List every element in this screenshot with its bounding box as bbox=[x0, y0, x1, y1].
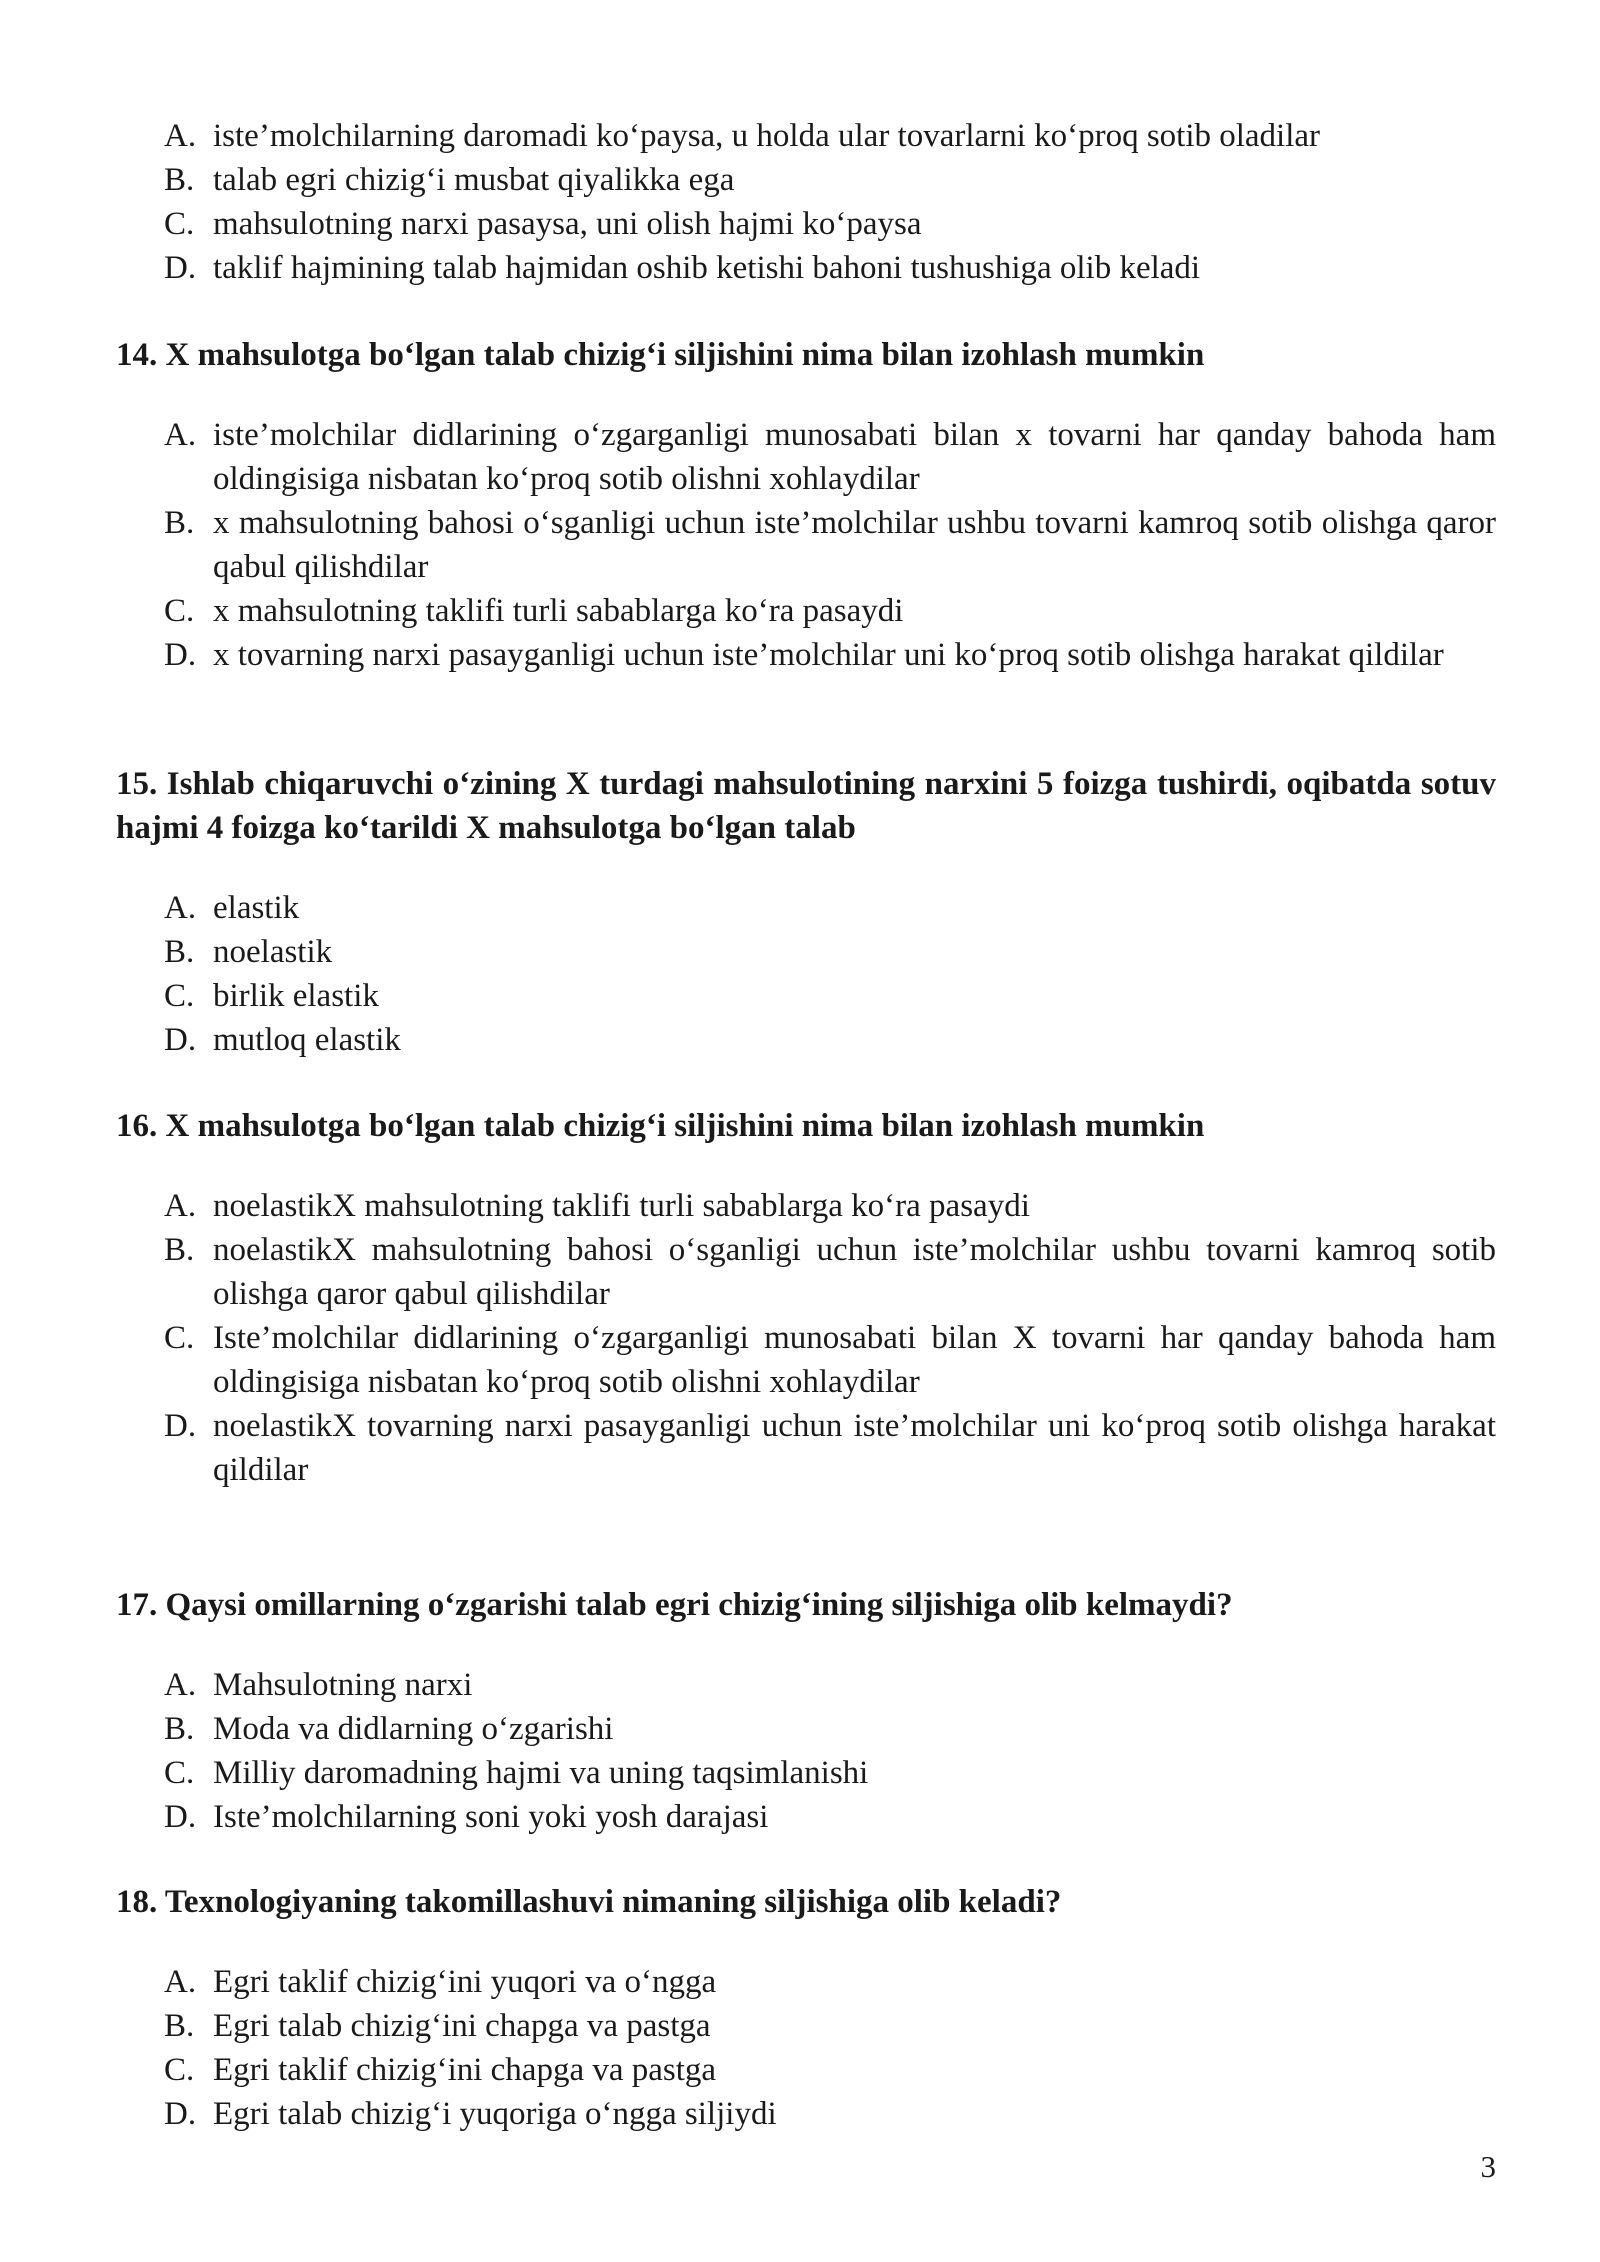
answer-options bbox=[116, 1184, 1496, 1492]
question-14 bbox=[116, 333, 1496, 677]
answer-option-a bbox=[116, 1960, 1496, 2004]
answer-option-d bbox=[116, 1018, 1496, 1062]
question-13-continuation bbox=[116, 114, 1496, 290]
answer-option-d bbox=[116, 1795, 1496, 1839]
option-text: iste’molchilarning daromadi ko‘paysa, u holda ular tovarlarni ko‘proq sotib oladilar bbox=[213, 118, 1321, 154]
answer-option-b bbox=[116, 1707, 1496, 1751]
answer-options bbox=[116, 886, 1496, 1062]
answer-options bbox=[116, 114, 1496, 290]
answer-options bbox=[116, 1663, 1496, 1839]
option-letter: C. bbox=[164, 1320, 195, 1356]
answer-option-a bbox=[116, 114, 1496, 158]
answer-option-b bbox=[116, 930, 1496, 974]
option-letter: B. bbox=[164, 1711, 195, 1747]
answer-option-a bbox=[116, 886, 1496, 930]
question-text: 14. X mahsulotga bo‘lgan talab chizig‘i siljishini nima bilan izohlash mumkin bbox=[116, 337, 1205, 373]
option-letter: B. bbox=[164, 162, 195, 198]
option-text: Milliy daromadning hajmi va uning taqsimlanishi bbox=[213, 1755, 869, 1791]
question-text: 16. X mahsulotga bo‘lgan talab chizig‘i siljishini nima bilan izohlash mumkin bbox=[116, 1108, 1205, 1144]
answer-option-b bbox=[116, 501, 1496, 589]
answer-option-a bbox=[116, 413, 1496, 501]
option-letter: A. bbox=[164, 417, 197, 453]
question-text: 17. Qaysi omillarning o‘zgarishi talab egri chizig‘ining siljishiga olib kelmaydi? bbox=[116, 1587, 1233, 1623]
option-text: Egri talab chizig‘ini chapga va pastga bbox=[213, 2008, 711, 2044]
option-text: mahsulotning narxi pasaysa, uni olish hajmi ko‘paysa bbox=[213, 206, 922, 242]
option-text: birlik elastik bbox=[213, 978, 379, 1014]
option-text: mutloq elastik bbox=[213, 1022, 401, 1058]
answer-option-c bbox=[116, 589, 1496, 633]
option-letter: A. bbox=[164, 1964, 197, 2000]
option-letter: A. bbox=[164, 890, 197, 926]
question-text: 15. Ishlab chiqaruvchi o‘zining X turdagi mahsulotining narxini 5 foizga tushirdi, oqibatda sotuv hajmi 4 foizga ko‘tarildi X mahsulotga bo‘lgan talab bbox=[116, 766, 1496, 846]
option-text: Mahsulotning narxi bbox=[213, 1667, 473, 1703]
answer-option-d bbox=[116, 246, 1496, 290]
answer-options bbox=[116, 413, 1496, 677]
answer-option-b bbox=[116, 158, 1496, 202]
option-letter: D. bbox=[164, 1408, 197, 1444]
option-text: Egri taklif chizig‘ini yuqori va o‘ngga bbox=[213, 1964, 717, 2000]
question-16 bbox=[116, 1104, 1496, 1492]
answer-option-d bbox=[116, 633, 1496, 677]
option-text: Egri taklif chizig‘ini chapga va pastga bbox=[213, 2052, 717, 2088]
answer-option-a bbox=[116, 1184, 1496, 1228]
option-text: noelastikX mahsulotning bahosi o‘sganligi uchun iste’molchilar ushbu tovarni kamroq sotib olishga qaror qabul qilishdilar bbox=[213, 1232, 1496, 1312]
answer-options bbox=[116, 1960, 1496, 2136]
answer-option-c bbox=[116, 974, 1496, 1018]
option-letter: C. bbox=[164, 978, 195, 1014]
option-letter: D. bbox=[164, 1022, 197, 1058]
option-text: noelastikX tovarning narxi pasayganligi uchun iste’molchilar uni ko‘proq sotib olishga harakat qildilar bbox=[213, 1408, 1496, 1488]
option-text: iste’molchilar didlarining o‘zgarganligi munosabati bilan x tovarni har qanday bahoda ham oldingisiga nisbatan ko‘proq sotib olishni xohlaydilar bbox=[213, 417, 1496, 497]
option-letter: C. bbox=[164, 593, 195, 629]
option-letter: C. bbox=[164, 2052, 195, 2088]
question-text: 18. Texnologiyaning takomillashuvi nimaning siljishiga olib keladi? bbox=[116, 1884, 1062, 1920]
option-letter: D. bbox=[164, 1799, 197, 1835]
answer-option-d bbox=[116, 2092, 1496, 2136]
option-letter: B. bbox=[164, 505, 195, 541]
option-letter: A. bbox=[164, 1667, 197, 1703]
answer-option-c bbox=[116, 2048, 1496, 2092]
option-letter: C. bbox=[164, 1755, 195, 1791]
option-text: x tovarning narxi pasayganligi uchun iste’molchilar uni ko‘proq sotib olishga harakat qildilar bbox=[213, 637, 1444, 673]
option-letter: B. bbox=[164, 934, 195, 970]
option-text: noelastik bbox=[213, 934, 333, 970]
option-text: Moda va didlarning o‘zgarishi bbox=[213, 1711, 614, 1747]
question-15 bbox=[116, 762, 1496, 1062]
option-text: noelastikX mahsulotning taklifi turli sabablarga ko‘ra pasaydi bbox=[213, 1188, 1030, 1224]
option-letter: B. bbox=[164, 2008, 195, 2044]
option-letter: A. bbox=[164, 118, 197, 154]
answer-option-c bbox=[116, 1751, 1496, 1795]
option-letter: D. bbox=[164, 637, 197, 673]
page-number: 3 bbox=[1480, 2149, 1496, 2184]
option-text: Iste’molchilarning soni yoki yosh darajasi bbox=[213, 1799, 769, 1835]
option-letter: B. bbox=[164, 1232, 195, 1268]
answer-option-a bbox=[116, 1663, 1496, 1707]
option-text: Iste’molchilar didlarining o‘zgarganligi munosabati bilan X tovarni har qanday bahoda ham oldingisiga nisbatan ko‘proq sotib olishni xohlaydilar bbox=[213, 1320, 1496, 1400]
question-18 bbox=[116, 1880, 1496, 2136]
option-letter: C. bbox=[164, 206, 195, 242]
option-text: x mahsulotning taklifi turli sabablarga ko‘ra pasaydi bbox=[213, 593, 904, 629]
answer-option-b bbox=[116, 2004, 1496, 2048]
option-text: x mahsulotning bahosi o‘sganligi uchun iste’molchilar ushbu tovarni kamroq sotib olishga qaror qabul qilishdilar bbox=[213, 505, 1496, 585]
option-text: elastik bbox=[213, 890, 300, 926]
answer-option-c bbox=[116, 202, 1496, 246]
answer-option-b bbox=[116, 1228, 1496, 1316]
option-text: Egri talab chizig‘i yuqoriga o‘ngga siljiydi bbox=[213, 2096, 777, 2132]
option-letter: D. bbox=[164, 2096, 197, 2132]
answer-option-c bbox=[116, 1316, 1496, 1404]
answer-option-d bbox=[116, 1404, 1496, 1492]
option-text: talab egri chizig‘i musbat qiyalikka ega bbox=[213, 162, 735, 198]
option-letter: A. bbox=[164, 1188, 197, 1224]
question-17 bbox=[116, 1583, 1496, 1839]
option-letter: D. bbox=[164, 250, 197, 286]
option-text: taklif hajmining talab hajmidan oshib ketishi bahoni tushushiga olib keladi bbox=[213, 250, 1201, 286]
